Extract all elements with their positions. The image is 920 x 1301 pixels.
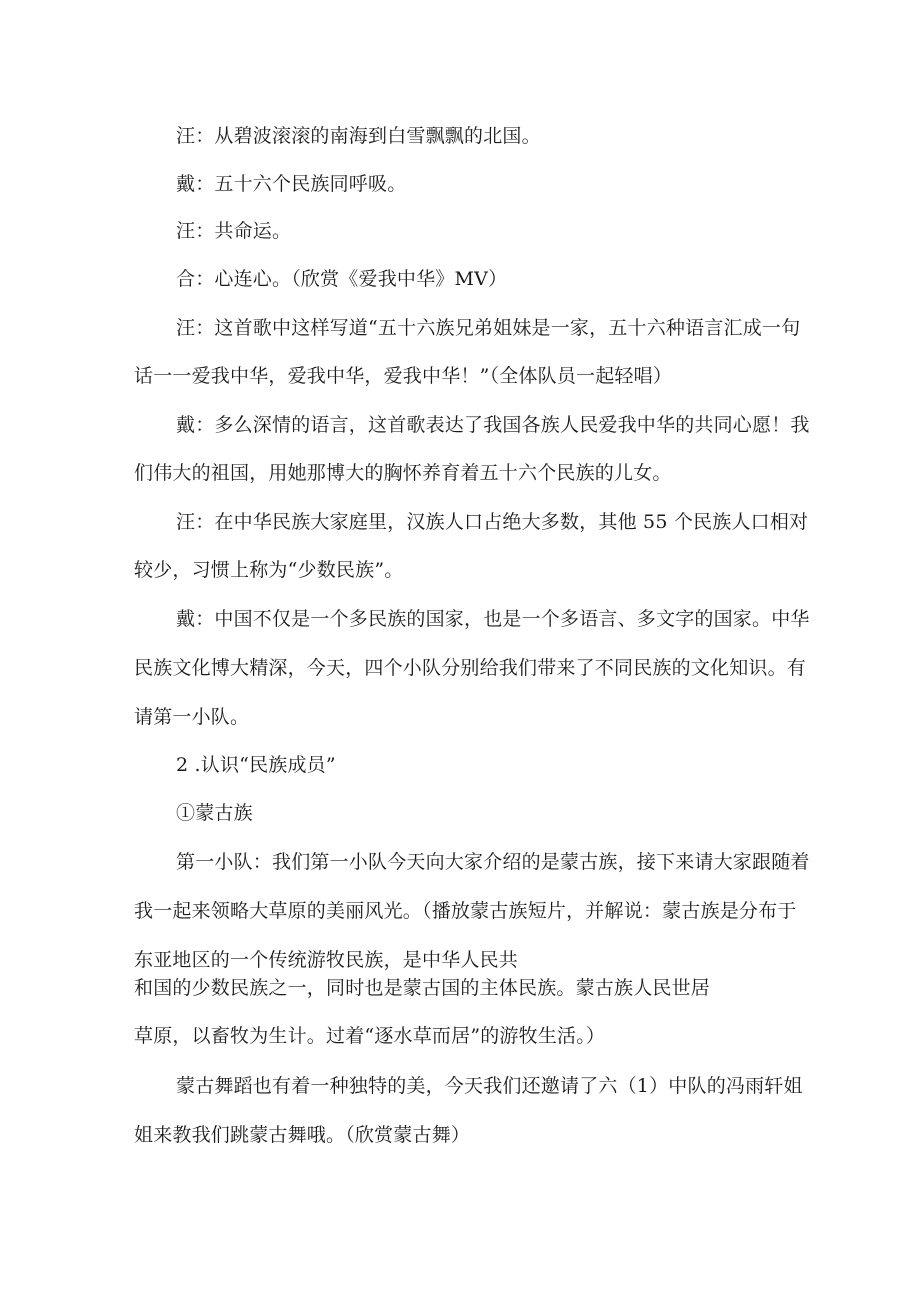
paragraph-line: 和国的少数民族之一，同时也是蒙古国的主体民族。蒙古族人民世居: [134, 977, 711, 999]
paragraph-line: 汪：在中华民族大家庭里，汉族人口占绝大多数，其他 55 个民族人口相对: [176, 511, 809, 533]
paragraph-line: 民族文化博大精深，今天，四个小队分别给我们带来了不同民族的文化知识。有: [134, 657, 807, 679]
paragraph-line: 话一一爱我中华，爱我中华，爱我中华！”（全体队员一起轻唱）: [134, 365, 673, 387]
paragraph-line: 汪：这首歌中这样写道“五十六族兄弟姐妹是一家，五十六种语言汇成一句: [176, 317, 801, 339]
dialogue-line: 合：心连心。（欣赏《爱我中华》MV）: [176, 268, 508, 290]
paragraph-line: 草原，以畜牧为生计。过着“逐水草而居”的游牧生活。）: [134, 1025, 606, 1047]
paragraph-line: 蒙古舞蹈也有着一种独特的美，今天我们还邀请了六（1）中队的冯雨轩姐: [176, 1075, 803, 1097]
paragraph-line: 请第一小队。: [134, 706, 250, 728]
paragraph-line: 姐来教我们跳蒙古舞哦。（欣赏蒙古舞）: [134, 1124, 471, 1146]
subsection-heading: ①蒙古族: [176, 802, 253, 824]
paragraph-line: 戴：中国不仅是一个多民族的国家，也是一个多语言、多文字的国家。中华: [176, 608, 810, 630]
section-heading: 2 .认识“民族成员”: [176, 754, 336, 776]
paragraph-line: 我一起来领略大草原的美丽风光。（播放蒙古族短片，并解说：蒙古族是分布于: [134, 900, 797, 922]
paragraph-line: 第一小队：我们第一小队今天向大家介绍的是蒙古族，接下来请大家跟随着: [176, 851, 810, 873]
dialogue-line: 汪：从碧波滚滚的南海到白雪飘飘的北国。: [176, 125, 541, 147]
paragraph-line: 们伟大的祖国，用她那博大的胸怀养育着五十六个民族的儿女。: [134, 462, 672, 484]
dialogue-line: 汪：共命运。: [176, 220, 292, 242]
paragraph-line: 较少，习惯上称为“少数民族”。: [134, 559, 404, 581]
paragraph-line: 东亚地区的一个传统游牧民族，是中华人民共: [134, 949, 519, 971]
paragraph-line: 戴：多么深情的语言，这首歌表达了我国各族人民爱我中华的共同心愿！我: [176, 414, 810, 436]
dialogue-line: 戴：五十六个民族同呼吸。: [176, 173, 407, 195]
